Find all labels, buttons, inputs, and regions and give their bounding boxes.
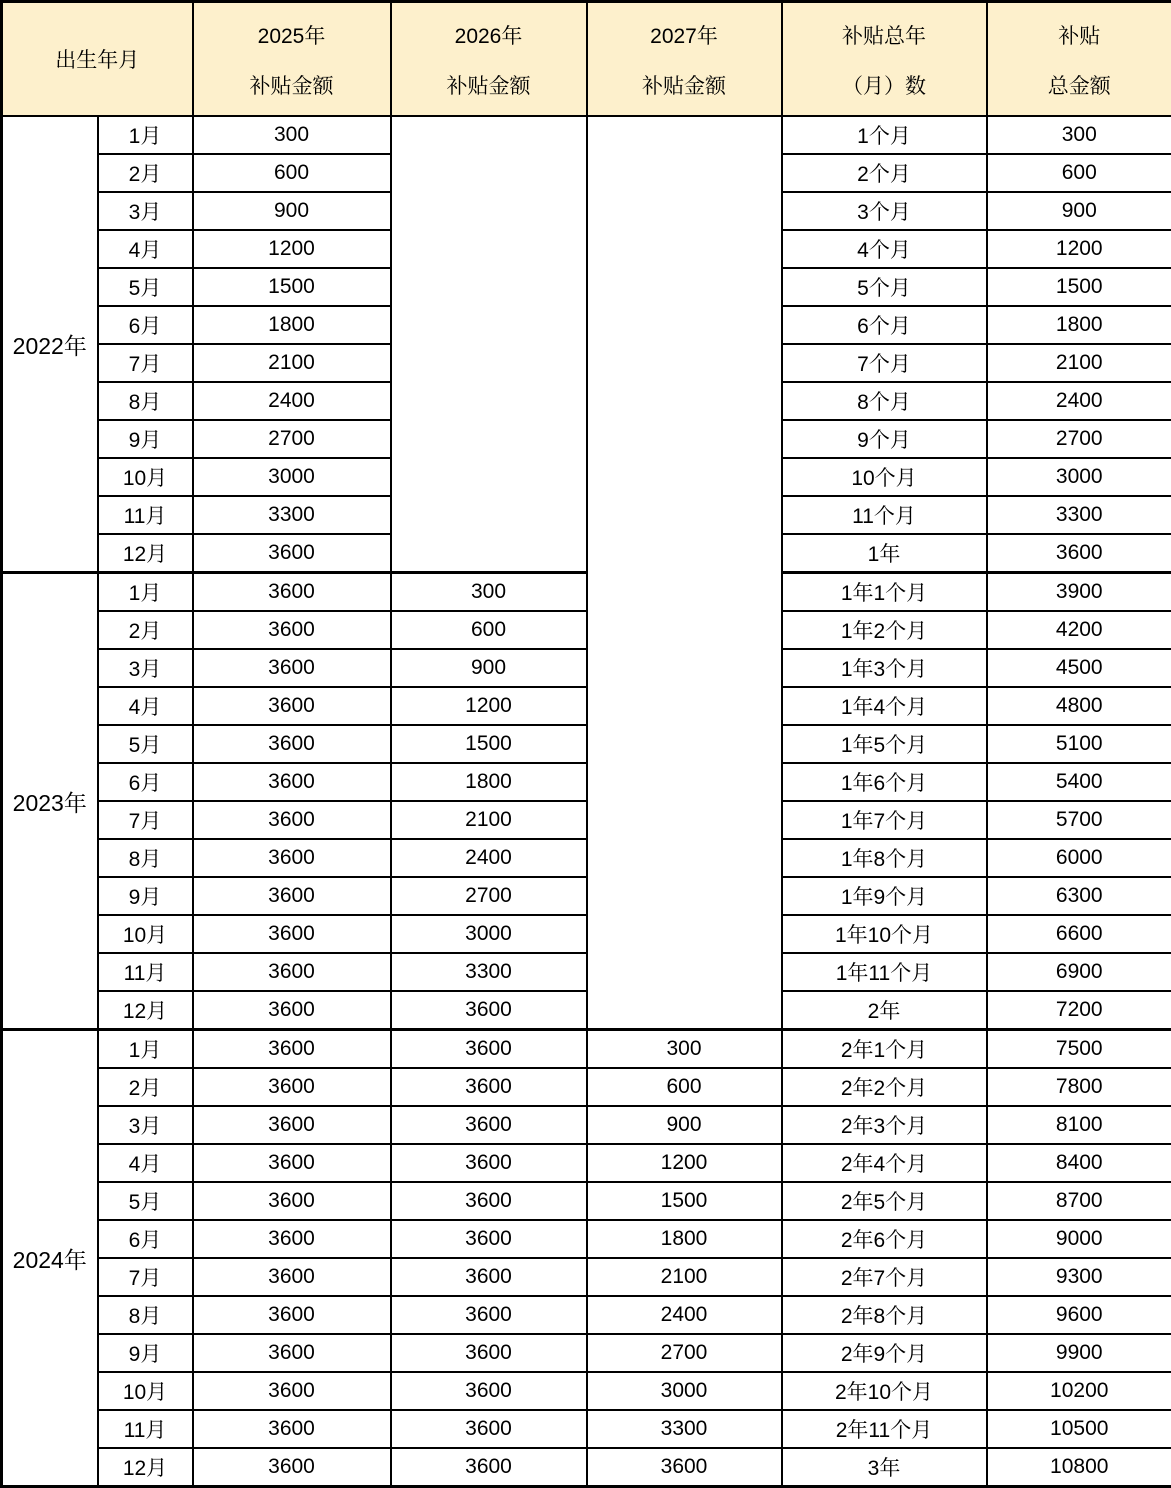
month-cell: 3月 (98, 1106, 193, 1144)
subsidy-2027-cell: 1200 (587, 1144, 782, 1182)
month-cell: 11月 (98, 1410, 193, 1448)
month-cell: 4月 (98, 687, 193, 725)
table-row (2, 1410, 1171, 1448)
header-birth-month (2, 2, 193, 117)
month-cell: 5月 (98, 1182, 193, 1220)
duration-cell: 2年9个月 (782, 1334, 987, 1372)
subsidy-2026-cell: 1500 (391, 725, 587, 763)
header-2025-amount-label: 补贴金额 (194, 70, 390, 100)
table-row (2, 915, 1171, 953)
table-row (2, 573, 1171, 612)
total-amount-cell: 9900 (987, 1334, 1171, 1372)
header-total-amount-line2: 总金额 (988, 70, 1171, 100)
duration-cell: 2年3个月 (782, 1106, 987, 1144)
duration-cell: 11个月 (782, 496, 987, 534)
header-2027-amount-label: 补贴金额 (588, 70, 781, 100)
subsidy-2025-cell: 3600 (193, 1068, 391, 1106)
subsidy-2025-cell: 3600 (193, 1106, 391, 1144)
year-cell-1: 2023年 (2, 573, 98, 1030)
subsidy-2026-cell: 2400 (391, 839, 587, 877)
duration-cell: 1年2个月 (782, 611, 987, 649)
month-cell: 12月 (98, 1448, 193, 1487)
table-row (2, 877, 1171, 915)
subsidy-2025-cell: 3600 (193, 725, 391, 763)
total-amount-cell: 8100 (987, 1106, 1171, 1144)
header-total-amount-line1: 补贴 (988, 20, 1171, 50)
total-amount-cell: 2700 (987, 420, 1171, 458)
month-cell: 1月 (98, 116, 193, 154)
duration-cell: 1年8个月 (782, 839, 987, 877)
year-cell-0: 2022年 (2, 116, 98, 573)
month-cell: 11月 (98, 496, 193, 534)
subsidy-2025-cell: 3600 (193, 1258, 391, 1296)
subsidy-2027-cell: 300 (587, 1030, 782, 1069)
month-cell: 8月 (98, 839, 193, 877)
subsidy-2026-cell: 900 (391, 649, 587, 687)
duration-cell: 1年9个月 (782, 877, 987, 915)
subsidy-2026-cell: 3600 (391, 1182, 587, 1220)
header-total-amount (987, 2, 1171, 117)
subsidy-2027-cell: 2700 (587, 1334, 782, 1372)
month-cell: 2月 (98, 611, 193, 649)
header-2025-year: 2025年 (194, 20, 390, 50)
table-row (2, 1106, 1171, 1144)
month-cell: 5月 (98, 725, 193, 763)
duration-cell: 6个月 (782, 306, 987, 344)
duration-cell: 1年6个月 (782, 763, 987, 801)
total-amount-cell: 3900 (987, 573, 1171, 612)
month-cell: 8月 (98, 1296, 193, 1334)
month-cell: 7月 (98, 344, 193, 382)
total-amount-cell: 3600 (987, 534, 1171, 573)
subsidy-2025-cell: 3600 (193, 877, 391, 915)
duration-cell: 2年8个月 (782, 1296, 987, 1334)
subsidy-2025-cell: 3300 (193, 496, 391, 534)
subsidy-2025-cell: 3600 (193, 611, 391, 649)
duration-cell: 7个月 (782, 344, 987, 382)
subsidy-2025-cell: 3600 (193, 1182, 391, 1220)
subsidy-2026-cell: 3600 (391, 1220, 587, 1258)
table-row (2, 1258, 1171, 1296)
duration-cell: 1年5个月 (782, 725, 987, 763)
subsidy-2026-cell: 3600 (391, 1030, 587, 1069)
month-cell: 2月 (98, 154, 193, 192)
month-cell: 10月 (98, 1372, 193, 1410)
duration-cell: 1年7个月 (782, 801, 987, 839)
subsidy-2026-cell: 3000 (391, 915, 587, 953)
total-amount-cell: 2100 (987, 344, 1171, 382)
month-cell: 6月 (98, 306, 193, 344)
subsidy-2026-cell: 3600 (391, 991, 587, 1030)
subsidy-2025-cell: 3600 (193, 801, 391, 839)
month-cell: 4月 (98, 230, 193, 268)
total-amount-cell: 4200 (987, 611, 1171, 649)
table-row (2, 1182, 1171, 1220)
subsidy-2025-cell: 3600 (193, 573, 391, 612)
subsidy-2026-cell: 300 (391, 573, 587, 612)
table-row (2, 611, 1171, 649)
subsidy-2025-cell: 3600 (193, 763, 391, 801)
duration-cell: 2年1个月 (782, 1030, 987, 1069)
total-amount-cell: 7500 (987, 1030, 1171, 1069)
table-row (2, 1220, 1171, 1258)
table-row (2, 763, 1171, 801)
duration-cell: 1年3个月 (782, 649, 987, 687)
total-amount-cell: 7800 (987, 1068, 1171, 1106)
duration-cell: 3年 (782, 1448, 987, 1487)
subsidy-2025-cell: 3600 (193, 1220, 391, 1258)
subsidy-2025-cell: 3600 (193, 534, 391, 573)
duration-cell: 2年5个月 (782, 1182, 987, 1220)
total-amount-cell: 10500 (987, 1410, 1171, 1448)
total-amount-cell: 600 (987, 154, 1171, 192)
subsidy-2027-cell: 1500 (587, 1182, 782, 1220)
subsidy-2026-cell: 3600 (391, 1448, 587, 1487)
subsidy-2027-cell: 900 (587, 1106, 782, 1144)
table-row (2, 725, 1171, 763)
duration-cell: 2年6个月 (782, 1220, 987, 1258)
table-row (2, 1372, 1171, 1410)
duration-cell: 8个月 (782, 382, 987, 420)
month-cell: 1月 (98, 1030, 193, 1069)
subsidy-2025-cell: 3600 (193, 953, 391, 991)
month-cell: 6月 (98, 763, 193, 801)
subsidy-2027-cell-empty (587, 116, 782, 1030)
total-amount-cell: 4800 (987, 687, 1171, 725)
subsidy-2025-cell: 3600 (193, 649, 391, 687)
month-cell: 12月 (98, 534, 193, 573)
total-amount-cell: 7200 (987, 991, 1171, 1030)
subsidy-2025-cell: 1800 (193, 306, 391, 344)
table-row (2, 116, 1171, 154)
table-row (2, 1144, 1171, 1182)
duration-cell: 3个月 (782, 192, 987, 230)
total-amount-cell: 2400 (987, 382, 1171, 420)
subsidy-2027-cell: 3600 (587, 1448, 782, 1487)
duration-cell: 1个月 (782, 116, 987, 154)
header-total-duration-line2: （月）数 (783, 70, 986, 100)
month-cell: 9月 (98, 877, 193, 915)
header-2026-amount-label: 补贴金额 (392, 70, 586, 100)
subsidy-2026-cell: 2700 (391, 877, 587, 915)
subsidy-2027-cell: 2400 (587, 1296, 782, 1334)
month-cell: 6月 (98, 1220, 193, 1258)
total-amount-cell: 6000 (987, 839, 1171, 877)
total-amount-cell: 8700 (987, 1182, 1171, 1220)
duration-cell: 2个月 (782, 154, 987, 192)
subsidy-2025-cell: 2700 (193, 420, 391, 458)
month-cell: 9月 (98, 1334, 193, 1372)
total-amount-cell: 6600 (987, 915, 1171, 953)
subsidy-2026-cell: 3600 (391, 1068, 587, 1106)
duration-cell: 2年7个月 (782, 1258, 987, 1296)
subsidy-2025-cell: 3600 (193, 915, 391, 953)
duration-cell: 4个月 (782, 230, 987, 268)
table-row (2, 687, 1171, 725)
header-birth-month-label: 出生年月 (3, 44, 192, 74)
total-amount-cell: 9300 (987, 1258, 1171, 1296)
month-cell: 8月 (98, 382, 193, 420)
subsidy-2025-cell: 2400 (193, 382, 391, 420)
subsidy-2025-cell: 3000 (193, 458, 391, 496)
total-amount-cell: 10800 (987, 1448, 1171, 1487)
table-row (2, 991, 1171, 1030)
subsidy-2026-cell: 3600 (391, 1258, 587, 1296)
table-row (2, 1334, 1171, 1372)
duration-cell: 2年10个月 (782, 1372, 987, 1410)
total-amount-cell: 1500 (987, 268, 1171, 306)
table-row (2, 1296, 1171, 1334)
month-cell: 7月 (98, 1258, 193, 1296)
duration-cell: 2年 (782, 991, 987, 1030)
table-row (2, 1068, 1171, 1106)
subsidy-2025-cell: 900 (193, 192, 391, 230)
month-cell: 5月 (98, 268, 193, 306)
header-total-duration (782, 2, 987, 117)
total-amount-cell: 5700 (987, 801, 1171, 839)
duration-cell: 1年10个月 (782, 915, 987, 953)
subsidy-2026-cell-empty (391, 116, 587, 573)
subsidy-2025-cell: 600 (193, 154, 391, 192)
total-amount-cell: 5100 (987, 725, 1171, 763)
subsidy-2027-cell: 1800 (587, 1220, 782, 1258)
subsidy-2026-cell: 2100 (391, 801, 587, 839)
subsidy-2027-cell: 2100 (587, 1258, 782, 1296)
subsidy-2025-cell: 3600 (193, 1296, 391, 1334)
month-cell: 2月 (98, 1068, 193, 1106)
duration-cell: 1年11个月 (782, 953, 987, 991)
subsidy-2025-cell: 1200 (193, 230, 391, 268)
month-cell: 12月 (98, 991, 193, 1030)
duration-cell: 2年11个月 (782, 1410, 987, 1448)
subsidy-2025-cell: 3600 (193, 1334, 391, 1372)
table-row (2, 953, 1171, 991)
total-amount-cell: 3000 (987, 458, 1171, 496)
table-row (2, 1030, 1171, 1069)
total-amount-cell: 6300 (987, 877, 1171, 915)
table-header (2, 2, 1171, 117)
subsidy-2025-cell: 3600 (193, 1030, 391, 1069)
month-cell: 10月 (98, 915, 193, 953)
month-cell: 9月 (98, 420, 193, 458)
header-2026-year: 2026年 (392, 20, 586, 50)
subsidy-2025-cell: 3600 (193, 991, 391, 1030)
total-amount-cell: 6900 (987, 953, 1171, 991)
duration-cell: 5个月 (782, 268, 987, 306)
subsidy-2026-cell: 1800 (391, 763, 587, 801)
subsidy-2025-cell: 3600 (193, 1448, 391, 1487)
total-amount-cell: 4500 (987, 649, 1171, 687)
subsidy-2025-cell: 3600 (193, 1372, 391, 1410)
duration-cell: 10个月 (782, 458, 987, 496)
subsidy-2025-cell: 3600 (193, 839, 391, 877)
table-row (2, 1448, 1171, 1487)
subsidy-2026-cell: 3600 (391, 1144, 587, 1182)
duration-cell: 1年4个月 (782, 687, 987, 725)
month-cell: 7月 (98, 801, 193, 839)
total-amount-cell: 900 (987, 192, 1171, 230)
table-body (2, 116, 1171, 1487)
subsidy-2026-cell: 3600 (391, 1372, 587, 1410)
subsidy-2026-cell: 600 (391, 611, 587, 649)
subsidy-2027-cell: 3000 (587, 1372, 782, 1410)
total-amount-cell: 9000 (987, 1220, 1171, 1258)
subsidy-2025-cell: 300 (193, 116, 391, 154)
subsidy-2025-cell: 3600 (193, 1144, 391, 1182)
table-row (2, 839, 1171, 877)
total-amount-cell: 1800 (987, 306, 1171, 344)
total-amount-cell: 300 (987, 116, 1171, 154)
subsidy-2025-cell: 2100 (193, 344, 391, 382)
total-amount-cell: 9600 (987, 1296, 1171, 1334)
total-amount-cell: 10200 (987, 1372, 1171, 1410)
duration-cell: 2年4个月 (782, 1144, 987, 1182)
duration-cell: 9个月 (782, 420, 987, 458)
subsidy-2027-cell: 3300 (587, 1410, 782, 1448)
total-amount-cell: 1200 (987, 230, 1171, 268)
month-cell: 3月 (98, 192, 193, 230)
total-amount-cell: 8400 (987, 1144, 1171, 1182)
subsidy-2027-cell: 600 (587, 1068, 782, 1106)
total-amount-cell: 3300 (987, 496, 1171, 534)
total-amount-cell: 5400 (987, 763, 1171, 801)
year-cell-2: 2024年 (2, 1030, 98, 1487)
duration-cell: 1年 (782, 534, 987, 573)
subsidy-2026-cell: 3600 (391, 1410, 587, 1448)
month-cell: 11月 (98, 953, 193, 991)
subsidy-2025-cell: 3600 (193, 687, 391, 725)
header-total-duration-line1: 补贴总年 (783, 20, 986, 50)
month-cell: 1月 (98, 573, 193, 612)
subsidy-2026-cell: 3600 (391, 1296, 587, 1334)
subsidy-2025-cell: 3600 (193, 1410, 391, 1448)
month-cell: 4月 (98, 1144, 193, 1182)
month-cell: 10月 (98, 458, 193, 496)
subsidy-2026-cell: 3300 (391, 953, 587, 991)
table-row (2, 801, 1171, 839)
subsidy-2025-cell: 1500 (193, 268, 391, 306)
subsidy-2026-cell: 1200 (391, 687, 587, 725)
month-cell: 3月 (98, 649, 193, 687)
table-row (2, 649, 1171, 687)
header-2027-year: 2027年 (588, 20, 781, 50)
subsidy-2026-cell: 3600 (391, 1334, 587, 1372)
header-row (2, 2, 1171, 117)
header-2027-subsidy (587, 2, 782, 117)
subsidy-2026-cell: 3600 (391, 1106, 587, 1144)
header-2026-subsidy (391, 2, 587, 117)
duration-cell: 1年1个月 (782, 573, 987, 612)
duration-cell: 2年2个月 (782, 1068, 987, 1106)
header-2025-subsidy (193, 2, 391, 117)
